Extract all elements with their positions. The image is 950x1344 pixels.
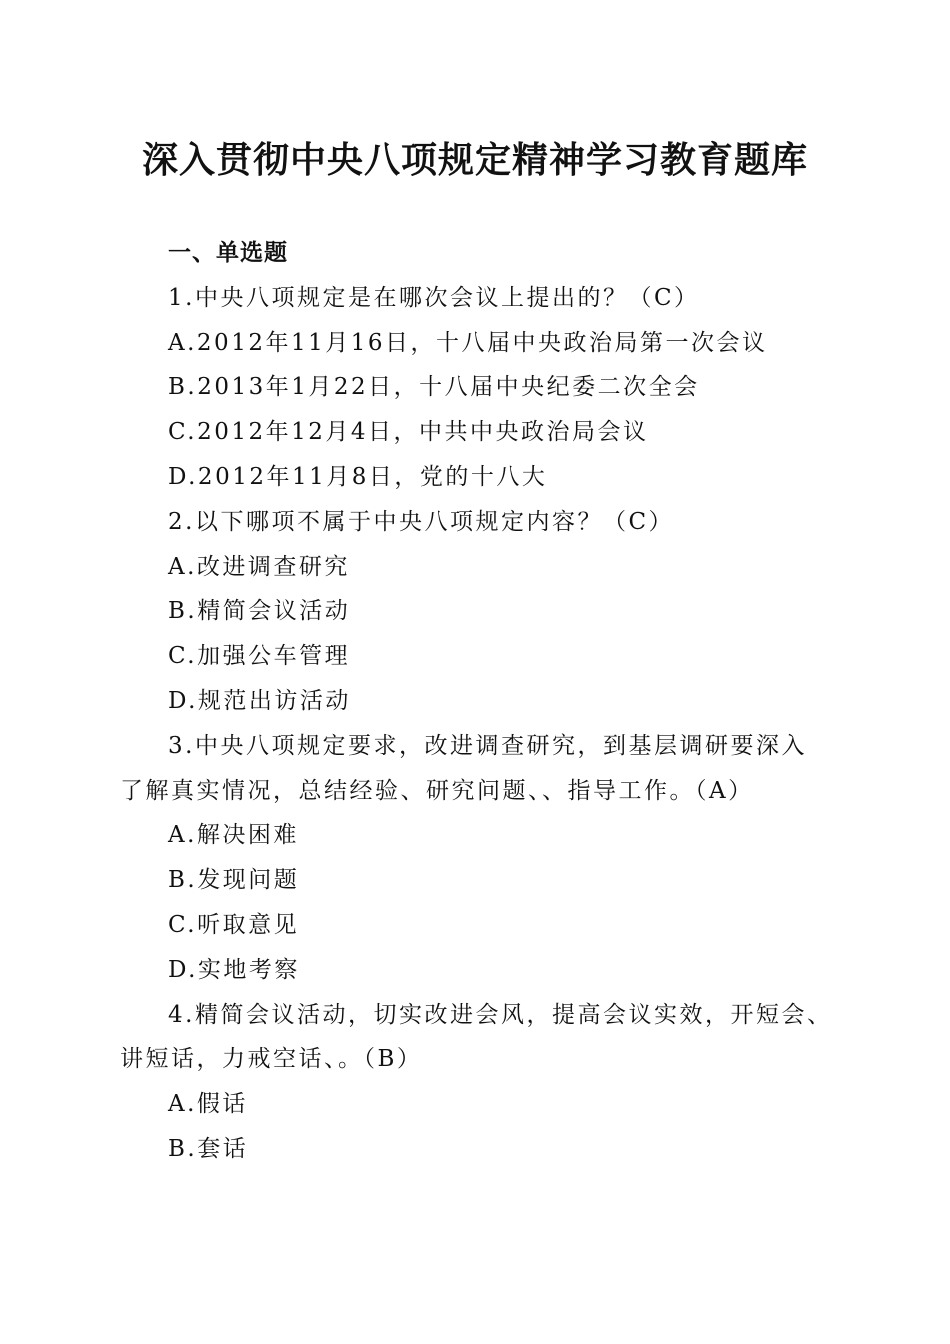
question-4-option-b: B.套话 [168,1135,249,1162]
question-3-option-d: D.实地考察 [168,956,300,983]
question-3-stem-line-2: 了解真实情况，总结经验、研究问题、、指导工作。（A） [120,777,754,804]
question-1-option-d: D.2012年11月8日，党的十八大 [168,463,548,490]
question-3-stem-line-1: 3.中央八项规定要求，改进调查研究，到基层调研要深入 [168,732,807,759]
question-1-option-b: B.2013年1月22日，十八届中央纪委二次全会 [168,374,700,401]
question-2-option-d: D.规范出访活动 [168,687,351,714]
question-4-stem-line-2: 讲短话，力戒空话、。（B） [120,1046,423,1073]
question-2-option-a: A.改进调查研究 [168,553,350,580]
document-body [120,231,850,1172]
question-2-option-c: C.加强公车管理 [168,643,351,670]
question-2-option-b: B.精简会议活动 [168,598,351,625]
question-1-stem: 1.中央八项规定是在哪次会议上提出的？（C） [168,284,700,311]
question-3-option-a: A.解决困难 [168,822,299,849]
question-4-option-a: A.假话 [168,1091,248,1118]
question-1-option-a: A.2012年11月16日，十八届中央政治局第一次会议 [168,329,768,356]
section-heading: 一、单选题 [168,240,288,266]
question-3-option-c: C.听取意见 [168,911,300,938]
question-3-option-b: B.发现问题 [168,867,300,894]
document-title: 深入贯彻中央八项规定精神学习教育题库 [141,139,808,181]
question-4-stem-line-1: 4.精简会议活动，切实改进会风，提高会议实效，开短会、 [168,1001,833,1028]
question-1-option-c: C.2012年12月4日，中共中央政治局会议 [168,419,649,446]
question-2-stem: 2.以下哪项不属于中央八项规定内容？（C） [168,508,675,535]
